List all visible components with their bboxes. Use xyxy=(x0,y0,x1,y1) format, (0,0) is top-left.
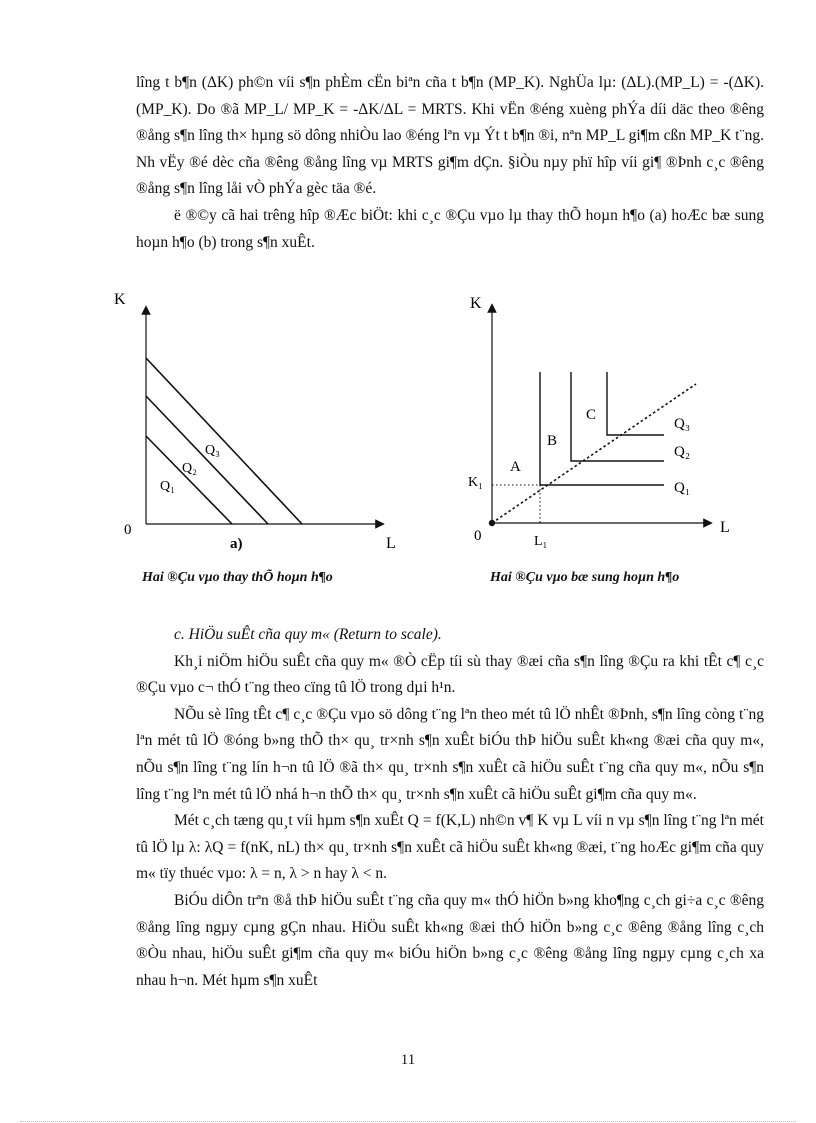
origin-label: 0 xyxy=(474,528,482,544)
point-label-a: A xyxy=(510,459,521,475)
isoquant-q2 xyxy=(571,372,664,461)
panel-label: a) xyxy=(230,536,243,552)
curve-label-q1: Q₁ xyxy=(160,479,175,494)
page-bottom-rule xyxy=(20,1121,796,1122)
paragraph-general: Mét c¸ch tæng qu¸t víi hµm s¶n xuÊt Q = f(K,L) nh©n v¶ K vµ L víi n vµ s¶n lîng t¨ng lªn mét tû lÖ lµ λ: λQ = f(nK, nL) th× qu¸ tr×nh s¶n xuÊt cã hiÖu suÊt kh«ng ®æi, t¨ng hoÆc gi¶m cña quy m« tïy thuéc vµo: λ = n, λ > n hay λ < n. xyxy=(136,812,764,883)
curve-label-q3: Q₃ xyxy=(674,416,691,432)
isoquant-q1 xyxy=(540,372,664,485)
curve-label-q2: Q₂ xyxy=(674,444,691,460)
curve-label-q3: Q₃ xyxy=(205,443,220,458)
y-axis-label: K xyxy=(470,295,482,312)
k1-label: K₁ xyxy=(468,475,483,490)
page-number: 11 xyxy=(400,1052,416,1068)
curve-label-q1: Q₁ xyxy=(674,480,691,496)
point-label-c: C xyxy=(586,407,597,423)
paragraph-special-cases: ë ®©y cã hai trêng hîp ®Æc biÖt: khi c¸c ®Çu vµo lµ thay thÕ hoµn h¶o (a) hoÆc bæ sung hoµn h¶o (b) trong s¶n xuÊt. xyxy=(136,206,764,251)
caption-perfect-substitutes: Hai ®Çu vµo thay thÕ hoµn h¶o xyxy=(142,570,333,585)
paragraph-cases: NÕu sè lîng tÊt c¶ c¸c ®Çu vµo sö dông t¨ng lªn theo mét tû lÖ nhÊt ®Þnh, s¶n lîng còng t¨ng lªn mét tû lÖ ®óng b»ng thÕ th× qu¸ tr×nh s¶n xuÊt biÓu thÞ hiÖu suÊt kh«ng ®æi cña quy m«, nÕu s¶n lîng t¨ng lín h¬n tû lÖ ®ã th× qu¸ tr×nh s¶n xuÊt cã hiÖu suÊt t¨ng cña quy m«, nÕu s¶n lîng t¨ng lªn mét tû lÖ nhá h¬n thÕ th× qu¸ tr×nh s¶n xuÊt cã hiÖu suÊt gi¶m cña quy m«. xyxy=(136,705,764,803)
curve-label-q2: Q₂ xyxy=(182,461,197,476)
x-axis-label: L xyxy=(720,519,730,536)
x-axis-label: L xyxy=(386,535,396,552)
l1-label: L₁ xyxy=(534,534,548,549)
isoquant-q3 xyxy=(146,358,302,524)
caption-perfect-complements: Hai ®Çu vµo bæ sung hoµn h¶o xyxy=(490,570,680,585)
point-label-b: B xyxy=(547,433,558,449)
origin-label: 0 xyxy=(124,522,132,538)
body-text-bottom xyxy=(136,622,764,994)
expansion-path xyxy=(492,384,696,523)
isoquant-q2 xyxy=(146,396,268,524)
paragraph-definition: Kh¸i niÖm hiÖu suÊt cña quy m« ®Ò cËp tíi sù thay ®æi cña s¶n lîng ®Çu ra khi tÊt c¶ c¸c ®Çu vµo c¬ thÓ t¨ng theo cïng tû lÖ trong dµi h¹n. xyxy=(136,652,764,697)
figure-perfect-complements xyxy=(456,286,756,556)
figures xyxy=(0,286,816,602)
y-axis-label: K xyxy=(114,291,126,308)
section-heading: c. HiÖu suÊt cña quy m« (Return to scale). xyxy=(174,626,442,643)
paragraph-graphical: BiÓu diÔn trªn ®å thÞ hiÖu suÊt t¨ng cña quy m« thÓ hiÖn b»ng kho¶ng c¸ch gi÷a c¸c ®êng ®ång lîng ngµy cµng gÇn nhau. HiÖu suÊt kh«ng ®æi thÓ hiÖn b»ng c¸c ®êng ®ång lîng c¸ch ®Òu nhau, hiÖu suÊt gi¶m cña quy m« biÓu hiÖn b»ng c¸c ®êng ®ång lîng ngµy cµng c¸ch xa nhau h¬n. Mét hµm s¶n xuÊt xyxy=(136,891,764,989)
figure-perfect-substitutes xyxy=(110,286,410,556)
body-text-top xyxy=(136,70,764,256)
paragraph-mrts: lîng t b¶n (ΔK) ph©n víi s¶n phÈm cËn biªn cña t b¶n (MP_K). NghÜa lµ: (ΔL).(MP_L) = -(ΔK). (MP_K). Do ®ã MP_L/ MP_K = -ΔK/ΔL = MRTS. Khi vËn ®éng xuèng phÝa díi däc theo ®êng ®ång s¶n lîng th× hµng sö dông nhiÒu lao ®éng lªn vµ Ýt t b¶n ®i, nªn MP_L gi¶m cßn MP_K t¨ng. Nh vËy ®é dèc cña ®êng ®ång lîng vµ MRTS gi¶m dÇn. §iÒu nµy phï hîp víi gi¶ ®Þnh c¸c ®êng ®ång s¶n lîng låi vÒ phÝa gèc täa ®é. xyxy=(136,74,764,198)
origin-point xyxy=(489,520,495,526)
isoquant-q3 xyxy=(607,372,664,435)
